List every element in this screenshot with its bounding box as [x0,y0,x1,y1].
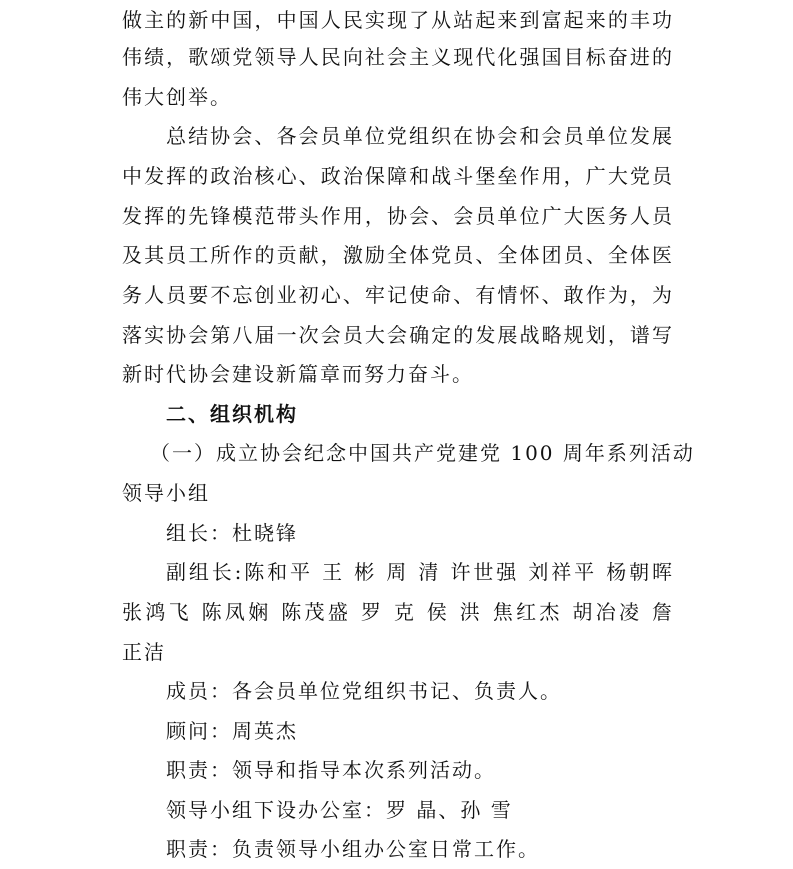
paragraph-line: 落实协会第八届一次会员大会确定的发展战略规划，谱写 [122,323,674,347]
paragraph-line: 做主的新中国，中国人民实现了从站起来到富起来的丰功 [122,8,674,32]
paragraph-line: 伟大创举。 [122,85,232,109]
advisor-line: 顾问：周英杰 [166,719,298,743]
section-heading: 二、组织机构 [166,402,298,426]
paragraph-line: 新时代协会建设新篇章而努力奋斗。 [122,362,474,386]
paragraph-line: 总结协会、各会员单位党组织在协会和会员单位发展 [166,124,674,148]
duty-line: 职责：领导和指导本次系列活动。 [166,758,496,782]
paragraph-line: 务人员要不忘创业初心、牢记使命、有情怀、敢作为，为 [122,283,674,307]
members-line: 成员：各会员单位党组织书记、负责人。 [166,679,562,703]
subsection-heading-continued: 领导小组 [122,481,210,505]
paragraph-line: 发挥的先锋模范带头作用，协会、会员单位广大医务人员 [122,204,674,228]
deputy-leaders-line: 正洁 [122,640,166,664]
duty-line: 职责：负责领导小组办公室日常工作。 [166,837,540,861]
office-line: 领导小组下设办公室：罗 晶、孙 雪 [166,798,513,822]
group-leader-line: 组长：杜晓锋 [166,521,298,545]
deputy-leaders-line: 副组长:陈和平 王 彬 周 清 许世强 刘祥平 杨朝晖 [166,560,674,584]
subsection-heading: （一）成立协会纪念中国共产党建党 100 周年系列活动 [150,441,695,465]
deputy-leaders-line: 张鸿飞 陈凤娴 陈茂盛 罗 克 侯 洪 焦红杰 胡冶凌 詹 [122,600,674,624]
paragraph-line: 中发挥的政治核心、政治保障和战斗堡垒作用，广大党员 [122,164,674,188]
paragraph-line: 及其员工所作的贡献，激励全体党员、全体团员、全体医 [122,243,674,267]
paragraph-line: 伟绩，歌颂党领导人民向社会主义现代化强国目标奋进的 [122,45,674,69]
